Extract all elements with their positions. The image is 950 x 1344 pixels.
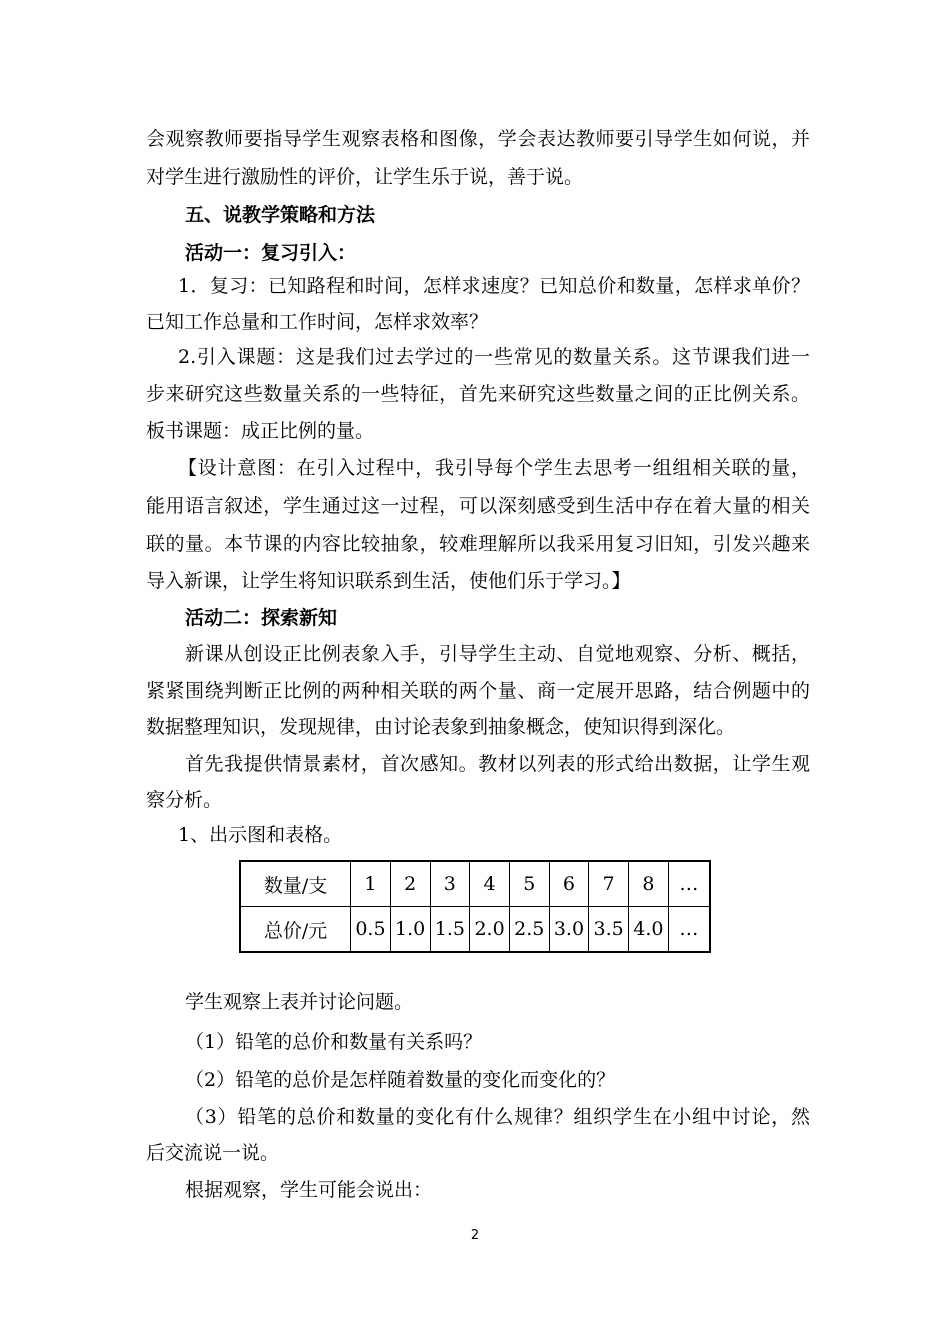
table-cell: 3: [430, 861, 470, 907]
paragraph-line: 学生观察上表并讨论问题。: [185, 991, 414, 1013]
table-header-cell: 总价/元: [240, 907, 351, 953]
paragraph-line: 能用语言叙述，学生通过这一过程，可以深刻感受到生活中存在着大量的相关: [146, 495, 810, 517]
paragraph-line: 首先我提供情景素材，首次感知。教材以列表的形式给出数据，让学生观: [185, 753, 810, 775]
table-cell: 0.5: [351, 907, 391, 953]
question-line: （3）铅笔的总价和数量的变化有什么规律？组织学生在小组中讨论，然: [185, 1106, 810, 1128]
paragraph-line: 对学生进行激励性的评价，让学生乐于说，善于说。: [146, 166, 584, 188]
activity-heading: 活动一：复习引入：: [185, 242, 357, 264]
paragraph-line: 1．复习：已知路程和时间，怎样求速度？已知总价和数量，怎样求单价？: [178, 275, 810, 297]
table-cell: 2.5: [509, 907, 549, 953]
table-cell: 1.0: [390, 907, 430, 953]
table-cell: 8: [629, 861, 669, 907]
price-table: [239, 860, 711, 953]
paragraph-line: 【设计意图：在引入过程中，我引导每个学生去思考一组组相关联的量，: [178, 457, 810, 479]
paragraph-line: 会观察教师要指导学生观察表格和图像，学会表达教师要引导学生如何说，并: [146, 128, 810, 150]
table-cell: 4: [470, 861, 510, 907]
table-row: [240, 907, 710, 953]
section-heading: 五、说教学策略和方法: [185, 204, 376, 226]
paragraph-line: 紧紧围绕判断正比例的两种相关联的两个量、商一定展开思路，结合例题中的: [146, 680, 810, 702]
paragraph-line: 1、出示图和表格。: [178, 824, 343, 846]
table-cell: …: [668, 907, 710, 953]
page-number: 2: [470, 1228, 480, 1243]
paragraph-line: 根据观察，学生可能会说出：: [185, 1179, 433, 1201]
table-cell: 6: [549, 861, 589, 907]
paragraph-line: 联的量。本节课的内容比较抽象，较难理解所以我采用复习旧知，引发兴趣来: [146, 533, 810, 555]
table-header-cell: 数量/支: [240, 861, 351, 907]
paragraph-line: 2.引入课题：这是我们过去学过的一些常见的数量关系。这节课我们进一: [178, 346, 810, 368]
paragraph-line: 察分析。: [146, 789, 223, 811]
paragraph-line: 步来研究这些数量关系的一些特征，首先来研究这些数量之间的正比例关系。: [146, 383, 810, 405]
paragraph-line: 后交流说一说。: [146, 1142, 280, 1164]
paragraph-line: 新课从创设正比例表象入手，引导学生主动、自觉地观察、分析、概括，: [185, 643, 810, 665]
table-row: [240, 861, 710, 907]
table-cell: 3.0: [549, 907, 589, 953]
table-cell: 3.5: [589, 907, 629, 953]
table-cell: 1.5: [430, 907, 470, 953]
question-line: （2）铅笔的总价是怎样随着数量的变化而变化的？: [185, 1069, 616, 1091]
paragraph-line: 已知工作总量和工作时间，怎样求效率？: [146, 311, 489, 333]
question-line: （1）铅笔的总价和数量有关系吗？: [185, 1031, 483, 1053]
table-cell: 2: [390, 861, 430, 907]
activity-heading: 活动二：探索新知: [185, 607, 338, 629]
table-cell: …: [668, 861, 710, 907]
table-cell: 7: [589, 861, 629, 907]
paragraph-line: 数据整理知识，发现规律，由讨论表象到抽象概念，使知识得到深化。: [146, 716, 736, 738]
table-cell: 5: [509, 861, 549, 907]
table-cell: 1: [351, 861, 391, 907]
table-cell: 4.0: [629, 907, 669, 953]
table-cell: 2.0: [470, 907, 510, 953]
paragraph-line: 板书课题：成正比例的量。: [146, 420, 375, 442]
paragraph-line: 导入新课，让学生将知识联系到生活，使他们乐于学习。】: [146, 570, 631, 592]
